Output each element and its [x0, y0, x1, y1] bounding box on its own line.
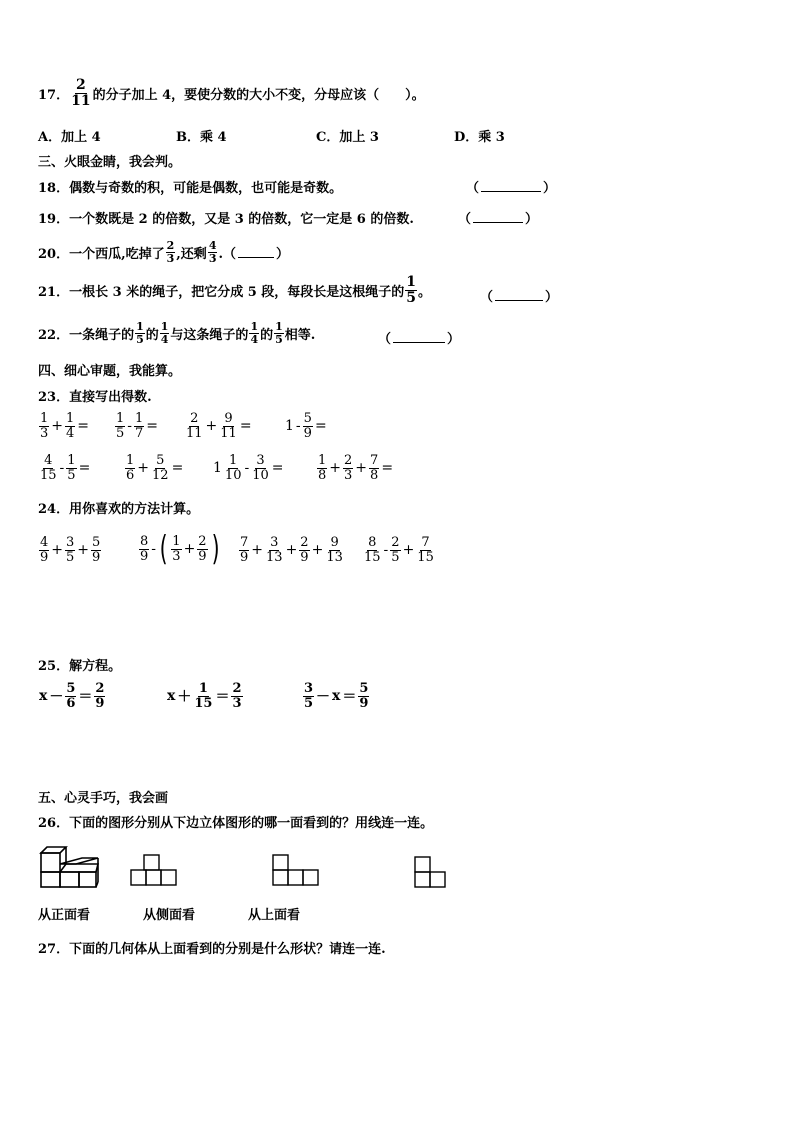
calc-expression: $\frac{4}{9}$ + $\frac{3}{5}$ + $\frac{5}{9}$ — [40, 535, 101, 565]
label-front-view[interactable]: 从正面看 — [38, 908, 91, 923]
calc-item: $\frac{1}{5}$ - $\frac{1}{7}$ = — [116, 411, 159, 441]
fraction: $\frac{1}{4}$ — [250, 320, 259, 346]
answer-blank-21[interactable]: （ ） — [480, 290, 559, 305]
equation: x － $\frac{5}{6}$ ＝ $\frac{2}{9}$ — [39, 681, 105, 711]
section-5-heading: 五、心灵手巧，我会画 — [38, 791, 169, 806]
calc-item: 1 $\frac{1}{10}$ - $\frac{3}{10}$ = — [213, 453, 284, 483]
calc-item: $\frac{2}{11}$ + $\frac{9}{11}$ = — [186, 411, 252, 441]
question-23-title: 23．直接写出得数. — [38, 390, 152, 405]
question-25-title: 25．解方程。 — [38, 659, 122, 674]
section-3-heading: 三、火眼金睛，我会判。 — [38, 155, 182, 170]
fraction: $\frac{2}{11}$ — [71, 77, 91, 109]
fraction: $\frac{1}{5}$ — [136, 320, 144, 346]
calc-expression: $\frac{8}{15}$ - $\frac{2}{5}$ + $\frac{7}{15}$ — [364, 535, 434, 565]
label-top-view[interactable]: 从上面看 — [248, 908, 301, 923]
question-21: 21．一根长 3 米的绳子，把它分成 5 段，每段长是这根绳子的 $\frac{1}{5}$ 。 — [38, 274, 432, 306]
question-text: 的分子加上 4，要使分数的大小不变，分母应该（ ）。 — [92, 87, 425, 103]
answer-blank-20[interactable] — [238, 247, 274, 258]
calc-expression: $\frac{7}{9}$ + $\frac{3}{13}$ + $\frac{2}{9}$ + $\frac{9}{13}$ — [240, 535, 343, 565]
fraction: $\frac{2}{3}$ — [166, 239, 175, 265]
side-view-shape-icon[interactable] — [414, 856, 448, 892]
answer-blank-22[interactable]: （ ） — [378, 332, 461, 347]
question-27-title: 27．下面的几何体从上面看到的分别是什么形状？请连一连. — [38, 942, 386, 957]
question-26-title: 26．下面的图形分别从下边立体图形的哪一面看到的？用线连一连。 — [38, 816, 434, 831]
question-19: 19．一个数既是 2 的倍数，又是 3 的倍数，它一定是 6 的倍数. — [38, 212, 414, 227]
option-a: A．加上 4 — [38, 130, 101, 145]
option-c: C．加上 3 — [316, 130, 379, 145]
answer-blank-19[interactable]: （ ） — [458, 212, 539, 227]
question-22: 22．一条绳子的 $\frac{1}{5}$ 的 $\frac{1}{4}$ 与这条绳子的 $\frac{1}{4}$ 的 $\frac{1}{5}$ 相等. — [38, 320, 316, 346]
fraction: $\frac{1}{4}$ — [160, 320, 169, 346]
fraction: $\frac{1}{5}$ — [275, 320, 283, 346]
calc-item: $\frac{1}{6}$ + $\frac{5}{12}$ = — [126, 453, 184, 483]
top-view-shape-icon[interactable] — [272, 854, 322, 888]
option-d: D．乘 3 — [454, 130, 505, 145]
question-17 — [38, 78, 425, 108]
calc-item: 1 - $\frac{5}{9}$ = — [285, 411, 327, 441]
question-number: 17． — [38, 87, 70, 103]
option-b: B．乘 4 — [176, 130, 227, 145]
calc-item: $\frac{1}{3}$ + $\frac{1}{4}$ = — [40, 411, 90, 441]
question-24-title: 24．用你喜欢的方法计算。 — [38, 502, 200, 517]
answer-blank-18[interactable]: （ ） — [466, 181, 557, 196]
solid-figure-icon — [38, 845, 102, 889]
equation: x ＋ $\frac{1}{15}$ ＝ $\frac{2}{3}$ — [167, 681, 242, 711]
calc-expression: $\frac{8}{9}$ - ( $\frac{1}{3}$ + $\frac{2}{9}$ ) — [140, 529, 220, 569]
section-4-heading: 四、细心审题，我能算。 — [38, 364, 182, 379]
question-20: 20．一个西瓜,吃掉了 $\frac{2}{3}$ ,还剩 $\frac{4}{3}$ .（ ） — [38, 239, 290, 265]
equation: $\frac{3}{5}$ － x ＝ $\frac{5}{9}$ — [304, 681, 369, 711]
calc-item: $\frac{4}{15}$ - $\frac{1}{5}$ = — [40, 453, 91, 483]
label-side-view[interactable]: 从侧面看 — [143, 908, 196, 923]
calc-item: $\frac{1}{8}$ + $\frac{2}{3}$ + $\frac{7}{8}$ = — [318, 453, 394, 483]
fraction: $\frac{4}{3}$ — [208, 239, 217, 265]
front-view-shape-icon[interactable] — [130, 854, 180, 888]
fraction: $\frac{1}{5}$ — [406, 274, 417, 306]
question-18: 18．偶数与奇数的积，可能是偶数，也可能是奇数。 — [38, 181, 343, 196]
